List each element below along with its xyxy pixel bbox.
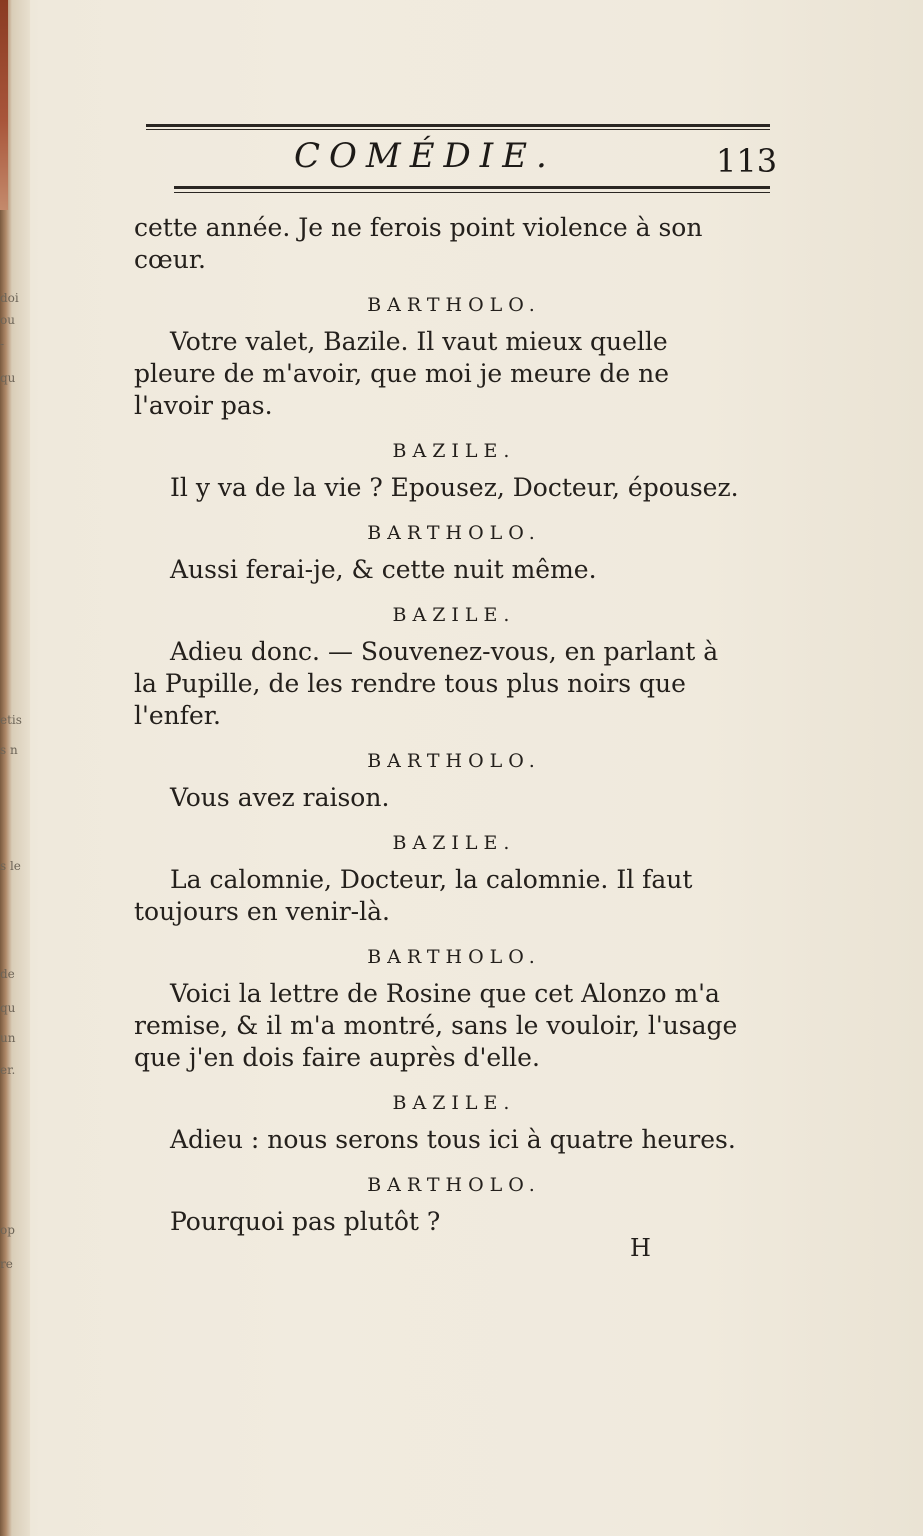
text-line: remise, & il m'a montré, sans le vouloir, l'usage [134,1011,738,1040]
margin-bleed-text: - [0,337,5,351]
text-line: La calomnie, Docteur, la calomnie. Il faut [170,865,693,894]
text-line: l'enfer. [134,701,221,730]
text-line: Adieu donc. — Souvenez-vous, en parlant à [170,637,719,666]
margin-bleed-text: qu [0,371,16,385]
margin-bleed-text: re [0,1257,13,1271]
top-rule [146,124,770,127]
margin-bleed-text: etis [0,713,22,727]
margin-bleed-text: doi [0,291,19,305]
margin-bleed-text: ou [0,313,15,327]
speaker-name: BAZILE. [392,440,516,462]
margin-bleed-text: un [0,1031,16,1045]
text-line: cette année. Je ne ferois point violence à son [134,213,703,242]
margin-bleed-text: er. [0,1063,16,1077]
margin-bleed-text: s n [0,743,18,757]
text-line: Voici la lettre de Rosine que cet Alonzo m'a [170,979,720,1008]
text-line: cœur. [134,245,206,274]
margin-bleed-text: s le [0,859,21,873]
top-rule-thin [146,129,770,130]
running-title: COMÉDIE. [294,136,556,176]
text-line: Pourquoi pas plutôt ? [170,1207,441,1236]
text-line: Aussi ferai-je, & cette nuit même. [170,555,597,584]
speaker-name: BARTHOLO. [367,294,541,316]
text-line: Vous avez raison. [170,783,390,812]
text-line: Il y va de la vie ? Epousez, Docteur, épousez. [170,473,739,502]
speaker-name: BAZILE. [392,832,516,854]
margin-bleed-text: qu [0,1001,16,1015]
text-line: Adieu : nous serons tous ici à quatre heures. [170,1125,736,1154]
text-line: toujours en venir-là. [134,897,390,926]
book-spine [0,0,30,1536]
speaker-name: BARTHOLO. [367,1174,541,1196]
text-line: l'avoir pas. [134,391,273,420]
speaker-name: BARTHOLO. [367,750,541,772]
text-line: pleure de m'avoir, que moi je meure de ne [134,359,670,388]
margin-bleed-text: de [0,967,15,981]
text-line: que j'en dois faire auprès d'elle. [134,1043,540,1072]
catchword: H [630,1234,651,1262]
speaker-name: BAZILE. [392,604,516,626]
binding-edge [0,0,8,210]
text-line: Votre valet, Bazile. Il vaut mieux quelle [170,327,668,356]
bottom-rule-thin [174,192,770,193]
speaker-name: BARTHOLO. [367,946,541,968]
speaker-name: BARTHOLO. [367,522,541,544]
text-line: la Pupille, de les rendre tous plus noirs que [134,669,686,698]
page-number: 113 [716,142,778,180]
margin-bleed-text: op [0,1223,15,1237]
bottom-rule [174,186,770,189]
speaker-name: BAZILE. [392,1092,516,1114]
body-text [134,212,774,1238]
running-head [146,116,778,208]
